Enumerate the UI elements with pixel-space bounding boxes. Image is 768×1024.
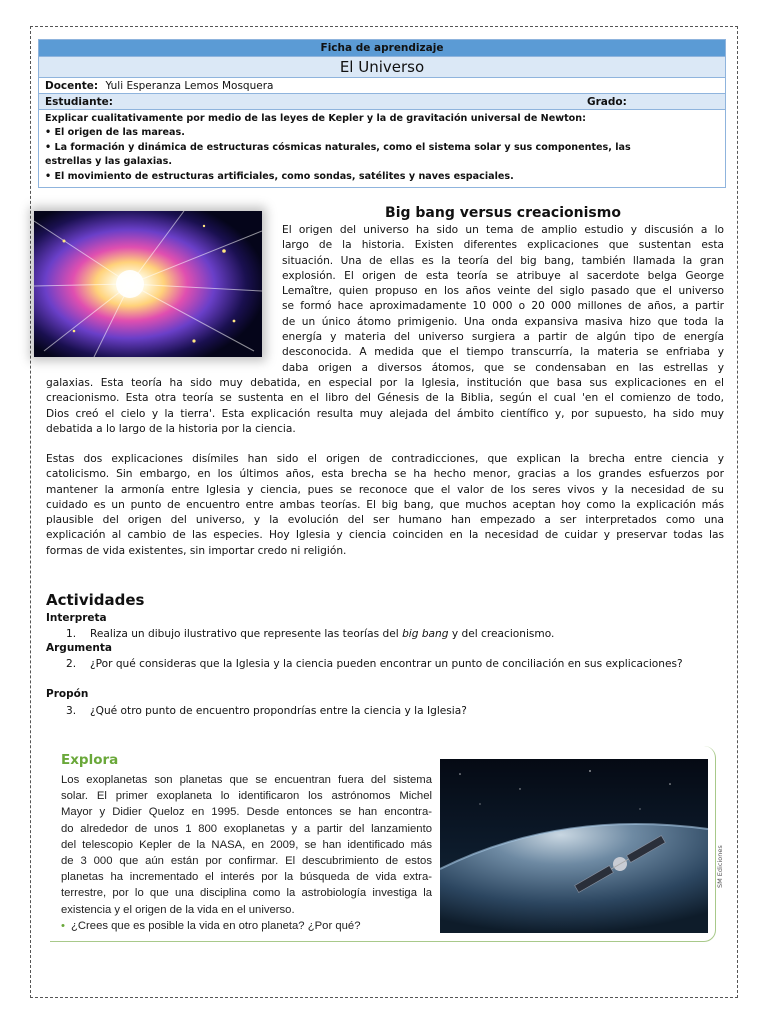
estudiante-label: Estudiante:: [45, 96, 113, 108]
objective-line: estrellas y las galaxias.: [45, 156, 172, 168]
argumenta-label: Argumenta: [46, 642, 112, 654]
estudiante-row: [39, 94, 725, 110]
propon-label: Propón: [46, 688, 89, 700]
text-line: formas de vida existentes, sin importar credo ni religión.: [46, 544, 347, 557]
text-line: Estas dos explicaciones disímiles han sido el origen de contradicciones, que explican la brecha entre ciencia y: [46, 453, 724, 465]
text-line: do alrededor de unos 1 800 exoplanetas y a partir del lanzamiento: [61, 822, 432, 835]
text-line: daba origen a diversos átomos, que se condensaban en las estrellas y: [282, 361, 724, 374]
text-line: galaxias. Esta teoría ha sido muy debatida, en especial por la Iglesia, institución que basa sus explicaciones en el: [46, 377, 724, 389]
header-table: [38, 39, 726, 188]
bullet-icon: •: [61, 920, 65, 932]
ficha-label: Ficha de aprendizaje: [39, 40, 725, 57]
text-line: solar. El primer exoplaneta lo identificaron los astrónomos Michel: [61, 790, 432, 803]
paragraph-2: [46, 452, 724, 559]
text-line: El origen del universo ha sido un tema de amplio estudio y discusión a lo: [282, 224, 724, 236]
text-line: largo de la historia. Existen diferentes explicaciones que sustentan esta: [282, 239, 724, 252]
text-line: se formó hace aproximadamente 10 000 o 20 000 millones de años, a partir: [282, 300, 724, 313]
item-text-part: y del creacionismo.: [448, 628, 555, 640]
text-line: planetas ha incrementado el interés por la búsqueda de vida extra-: [61, 871, 432, 884]
text-line: de 3 000 que aún están por confirmar. El descubrimiento de estos: [61, 855, 432, 868]
interpreta-label: Interpreta: [46, 612, 107, 624]
objective-line: • El movimiento de estructuras artificiales, como sondas, satélites y naves espaciales.: [45, 170, 514, 182]
objective-line: • El origen de las mareas.: [45, 127, 185, 139]
item-number: 3.: [66, 705, 77, 717]
docente-label: Docente:: [45, 80, 99, 92]
big-bang-image: [34, 211, 262, 357]
text-line: energía y materia del universo surgiera a partir de algún tipo de energía: [282, 331, 724, 344]
docente-row: [39, 78, 725, 94]
explora-title: Explora: [61, 752, 119, 768]
image-credit: SM Ediciones: [716, 845, 724, 888]
text-line: terrestre, por lo que una disciplina como la astrobiología investiga la: [61, 887, 432, 900]
activity-item-2: [66, 657, 724, 687]
item-text: ¿Por qué consideras que la Iglesia y la ciencia pueden encontrar un punto de conciliación en sus explicaciones?: [90, 658, 683, 670]
article-title: Big bang versus creacionismo: [385, 205, 621, 221]
paragraph-1-full: [46, 376, 724, 437]
item-text: ¿Qué otro punto de encuentro propondrías entre la ciencia y la Iglesia?: [90, 705, 467, 717]
text-line: del telescopio Kepler de la NASA, en 2009, se han identificado más: [61, 838, 432, 851]
objective-line: • La formación y dinámica de estructuras cósmicas naturales, como el sistema solar y sus componentes, las: [45, 141, 631, 153]
text-line: creacionismo. Esta otra teoría se sustenta en el libro del Génesis de la Biblia, según el cual 'en el comienzo de todo,: [46, 392, 724, 405]
activity-item-1: [66, 627, 724, 643]
satellite-planet-image: [440, 759, 708, 933]
text-line: Lemaître, quien propuso en los años veinte del siglo pasado que el universo: [282, 285, 724, 298]
text-line: Mayor y Didier Queloz en 1995. Desde entonces se han encontra-: [61, 806, 432, 819]
text-line: desconocida. A medida que el tiempo transcurría, la materia se enfriaba y: [282, 346, 724, 359]
text-line: mantener la armonía entre Iglesia y ciencia, pues se reconoce que el valor de los seres vivos y la necesidad de su: [46, 483, 724, 496]
item-number: 2.: [66, 658, 77, 670]
text-line: Dios creó el cielo y la tierra'. Esta explicación resulta muy alejada del ámbito científico y, por supuesto, ha sido muy: [46, 407, 724, 420]
text-line: Los exoplanetas son planetas que se encuentran fuera del sistema: [61, 774, 432, 786]
item-text-part: Realiza un dibujo ilustrativo que represente las teorías del: [90, 628, 403, 640]
text-line: explicación al cambio de las especies. Hoy Iglesia y ciencia coinciden en la necesidad de cuidar y preservar todas las: [46, 529, 724, 542]
question-text: ¿Crees que es posible la vida en otro planeta? ¿Por qué?: [70, 920, 361, 932]
item-text: [90, 627, 724, 642]
text-line: de un único átomo primigenio. Una onda expansiva masiva hizo que toda la: [282, 315, 724, 328]
paragraph-1-wrap: [282, 223, 724, 376]
item-text-emphasis: big bang: [402, 628, 449, 640]
text-line: existencia y el origen de la vida en el universo.: [61, 903, 295, 916]
text-line: debatida a lo largo de la historia por la ciencia.: [46, 422, 296, 435]
text-line: situación. Una de ellas es la teoría del big bang, también llamada la gran: [282, 254, 724, 267]
objective-line: Explicar cualitativamente por medio de las leyes de Kepler y la de gravitación universal de Newton:: [45, 113, 586, 124]
objectives: [39, 110, 725, 187]
text-line: explosión. El origen de esta teoría se atribuye al sacerdote belga George: [282, 269, 724, 282]
text-line: plausible del origen del universo, y la evolución del ser humano han empezado a ser interpretados como una: [46, 514, 724, 527]
activity-item-3: [66, 704, 724, 720]
text-line: catolicismo. Sin embargo, en los últimos años, esta brecha se ha hecho menor, gracias a los grandes esfuerzos por: [46, 468, 724, 481]
explora-text: [61, 772, 432, 918]
grado-label: Grado:: [587, 96, 627, 108]
page-title: El Universo: [39, 57, 725, 78]
item-number: 1.: [66, 628, 77, 640]
text-line: cuidado es un punto de encuentro entre ambas teorías. El big bang, que muchos aceptan hoy como la explicación más: [46, 498, 724, 511]
explora-question: [61, 920, 360, 932]
docente-name: Yuli Esperanza Lemos Mosquera: [105, 80, 274, 92]
activities-title: Actividades: [46, 591, 145, 609]
